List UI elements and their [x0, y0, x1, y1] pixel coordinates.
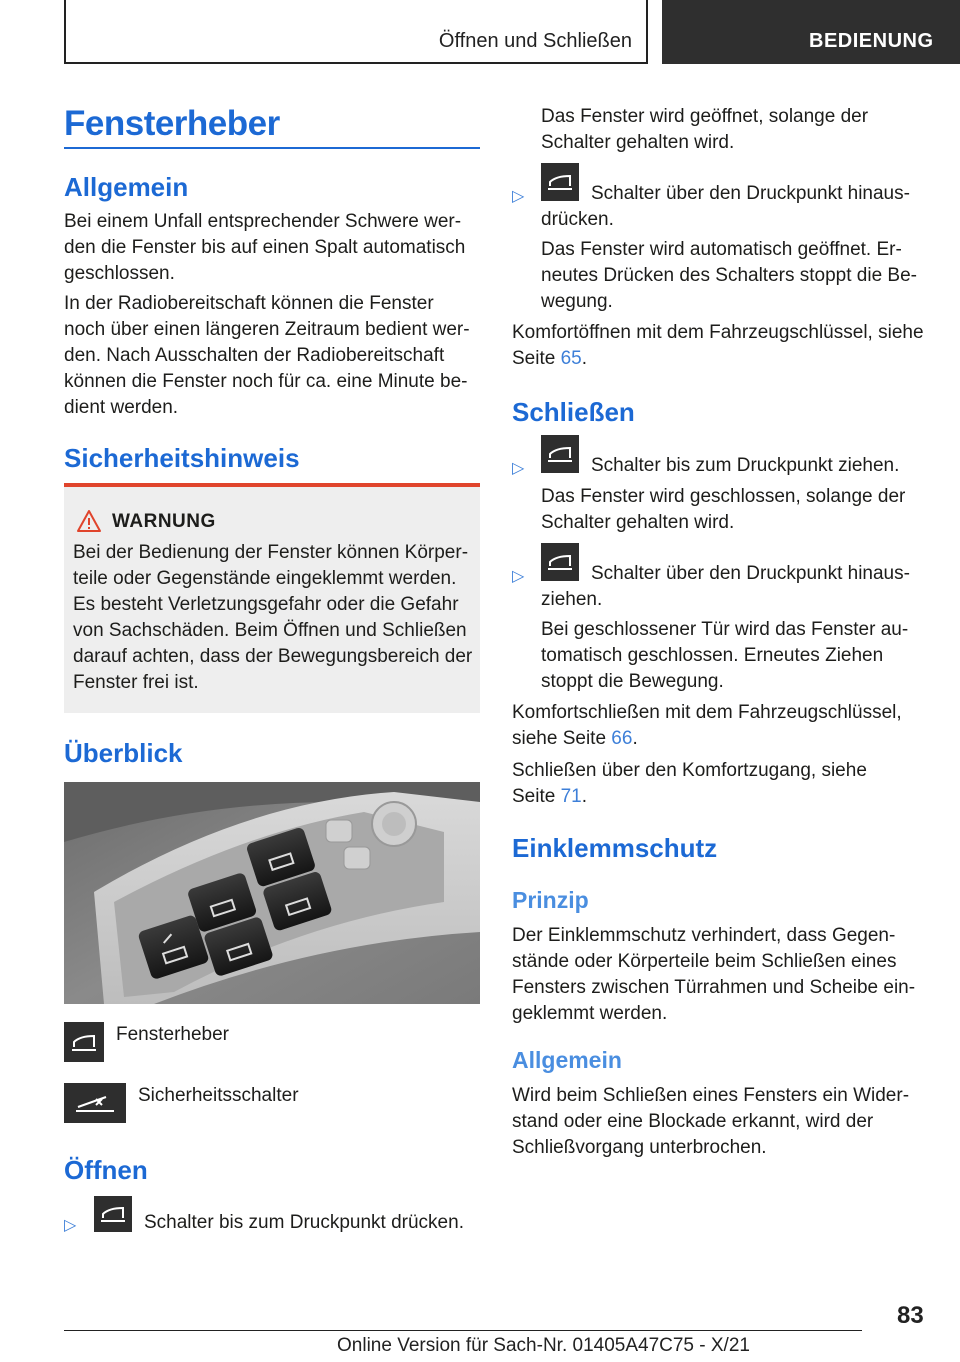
text-line: Schließen über den Komfortzugang, siehe — [512, 760, 867, 781]
heading-allgemein: Allgemein — [64, 172, 189, 202]
text-fragment: siehe Seite — [512, 728, 612, 749]
text-line: stand oder eine Blockade erkannt, wird der — [512, 1111, 874, 1132]
text-line: geschlossen. — [64, 263, 175, 284]
text-fragment: . — [581, 786, 588, 807]
header-frame — [64, 0, 648, 64]
schliessen-step-2-cont: ziehen. — [541, 589, 603, 610]
oeffnen-step-2-cont: drücken. — [541, 209, 614, 230]
text-line: Es besteht Verletzungsgefahr oder die Gefahr — [73, 594, 459, 615]
heading-schliessen: Schließen — [512, 397, 635, 427]
bullet-icon: ▷ — [512, 460, 525, 477]
text-line: Fensters zwischen Türrahmen und Scheibe ein- — [512, 977, 916, 998]
text-fragment: Seite — [512, 348, 561, 369]
text-line: Schließvorgang unterbrochen. — [512, 1137, 767, 1158]
footer-version-text: Online Version für Sach-Nr. 01405A47C75 - X/21 — [337, 1335, 750, 1356]
heading-einklemmschutz: Einklemmschutz — [512, 833, 718, 863]
bullet-icon: ▷ — [512, 188, 525, 205]
text-line: den. Nach Ausschalten der Radiobereitschaft — [64, 345, 445, 366]
oeffnen-step-2-desc — [541, 237, 917, 315]
window-switch-key-icon — [541, 435, 579, 473]
page-number: 83 — [897, 1302, 924, 1329]
text-line: von Sachschäden. Beim Öffnen und Schließen — [73, 620, 467, 641]
text-line: teile oder Gegenstände eingeklemmt werden. — [73, 568, 457, 589]
allgemein-paragraph-1 — [64, 209, 465, 287]
window-switch-key-icon — [541, 163, 579, 201]
page-link-65[interactable]: 65 — [560, 348, 582, 369]
text-line: Bei der Bedienung der Fenster können Körper- — [73, 542, 469, 563]
bullet-icon: ▷ — [64, 1217, 77, 1234]
text-line: den die Fenster bis auf einen Spalt automatisch — [64, 237, 466, 258]
legend-safety-switch: Sicherheitsschalter — [138, 1085, 299, 1106]
text-line — [512, 346, 924, 372]
heading-sicherheitshinweis: Sicherheitshinweis — [64, 443, 300, 473]
komfort-oeffnen-note — [512, 320, 924, 372]
bullet-icon: ▷ — [512, 568, 525, 585]
text-line: Das Fenster wird automatisch geöffnet. Er- — [541, 239, 902, 260]
window-switch-key-icon — [541, 543, 579, 581]
text-line: Das Fenster wird geöffnet, solange der — [541, 106, 869, 127]
text-line: Das Fenster wird geschlossen, solange der — [541, 486, 906, 507]
heading-prinzip: Prinzip — [512, 887, 589, 913]
text-line: geklemmt werden. — [512, 1003, 668, 1024]
text-fragment: . — [581, 348, 588, 369]
schliessen-step-2: Schalter über den Druckpunkt hinaus- — [591, 563, 910, 584]
text-line: stände oder Körperteile beim Schließen eines — [512, 951, 897, 972]
allgemein-2-text — [512, 1083, 909, 1161]
text-line — [512, 784, 867, 810]
warning-triangle-icon — [76, 509, 102, 533]
heading-oeffnen: Öffnen — [64, 1155, 148, 1185]
header-section-title: Öffnen und Schließen — [438, 30, 632, 52]
text-fragment: Seite — [512, 786, 561, 807]
komfortzugang-note — [512, 758, 867, 810]
text-line: darauf achten, dass der Bewegungsbereich der — [73, 646, 473, 667]
text-line: können die Fenster noch für ca. eine Minute be- — [64, 371, 468, 392]
chapter-tab-label: BEDIENUNG — [809, 30, 934, 52]
text-line: Fenster frei ist. — [73, 672, 199, 693]
text-line: tomatisch geschlossen. Erneutes Ziehen — [541, 645, 884, 666]
schliessen-step-1: Schalter bis zum Druckpunkt ziehen. — [591, 455, 900, 476]
window-switch-key-icon — [64, 1022, 104, 1062]
schliessen-step-1-desc — [541, 484, 905, 536]
text-line: Schalter gehalten wird. — [541, 132, 735, 153]
oeffnen-step-1: Schalter bis zum Druckpunkt drücken. — [144, 1212, 464, 1233]
text-line: Komfortschließen mit dem Fahrzeugschlüssel, — [512, 702, 902, 723]
text-line: Wird beim Schließen eines Fensters ein Wider- — [512, 1085, 910, 1106]
oeffnen-step-1-desc — [541, 104, 868, 156]
footer-rule — [64, 1330, 862, 1331]
window-switch-key-icon — [94, 1196, 132, 1232]
warning-text — [73, 540, 472, 696]
allgemein-paragraph-2 — [64, 291, 470, 421]
warning-title: WARNUNG — [112, 511, 216, 532]
page-title: Fensterheber — [64, 104, 280, 143]
safety-switch-key-icon — [64, 1083, 126, 1123]
heading-ueberblick: Überblick — [64, 738, 183, 768]
text-line: Schalter gehalten wird. — [541, 512, 735, 533]
text-line: Bei einem Unfall entsprechender Schwere wer- — [64, 211, 462, 232]
text-line: wegung. — [541, 291, 613, 312]
prinzip-text — [512, 923, 915, 1027]
text-line: Der Einklemmschutz verhindert, dass Gegen- — [512, 925, 896, 946]
text-line: dient werden. — [64, 397, 179, 418]
text-line: Bei geschlossener Tür wird das Fenster au- — [541, 619, 909, 640]
text-line: In der Radiobereitschaft können die Fenster — [64, 293, 434, 314]
text-line: Komfortöffnen mit dem Fahrzeugschlüssel, siehe — [512, 322, 924, 343]
text-fragment: . — [632, 728, 638, 749]
oeffnen-step-2: Schalter über den Druckpunkt hinaus- — [591, 183, 910, 204]
text-line — [512, 726, 902, 752]
page-link-71[interactable]: 71 — [560, 786, 582, 807]
header-chapter-tab[interactable] — [662, 0, 960, 64]
heading-allgemein-2: Allgemein — [512, 1047, 622, 1073]
text-line: stoppt die Bewegung. — [541, 671, 724, 692]
title-rule — [64, 147, 480, 149]
text-line: noch über einen längeren Zeitraum bedient wer- — [64, 319, 470, 340]
schliessen-step-2-desc — [541, 617, 908, 695]
page-link-66[interactable]: 66 — [611, 728, 633, 749]
window-switch-photo — [64, 782, 480, 1004]
legend-window-switch: Fensterheber — [116, 1024, 230, 1045]
komfort-schliessen-note — [512, 700, 902, 752]
text-line: neutes Drücken des Schalters stoppt die Be- — [541, 265, 917, 286]
